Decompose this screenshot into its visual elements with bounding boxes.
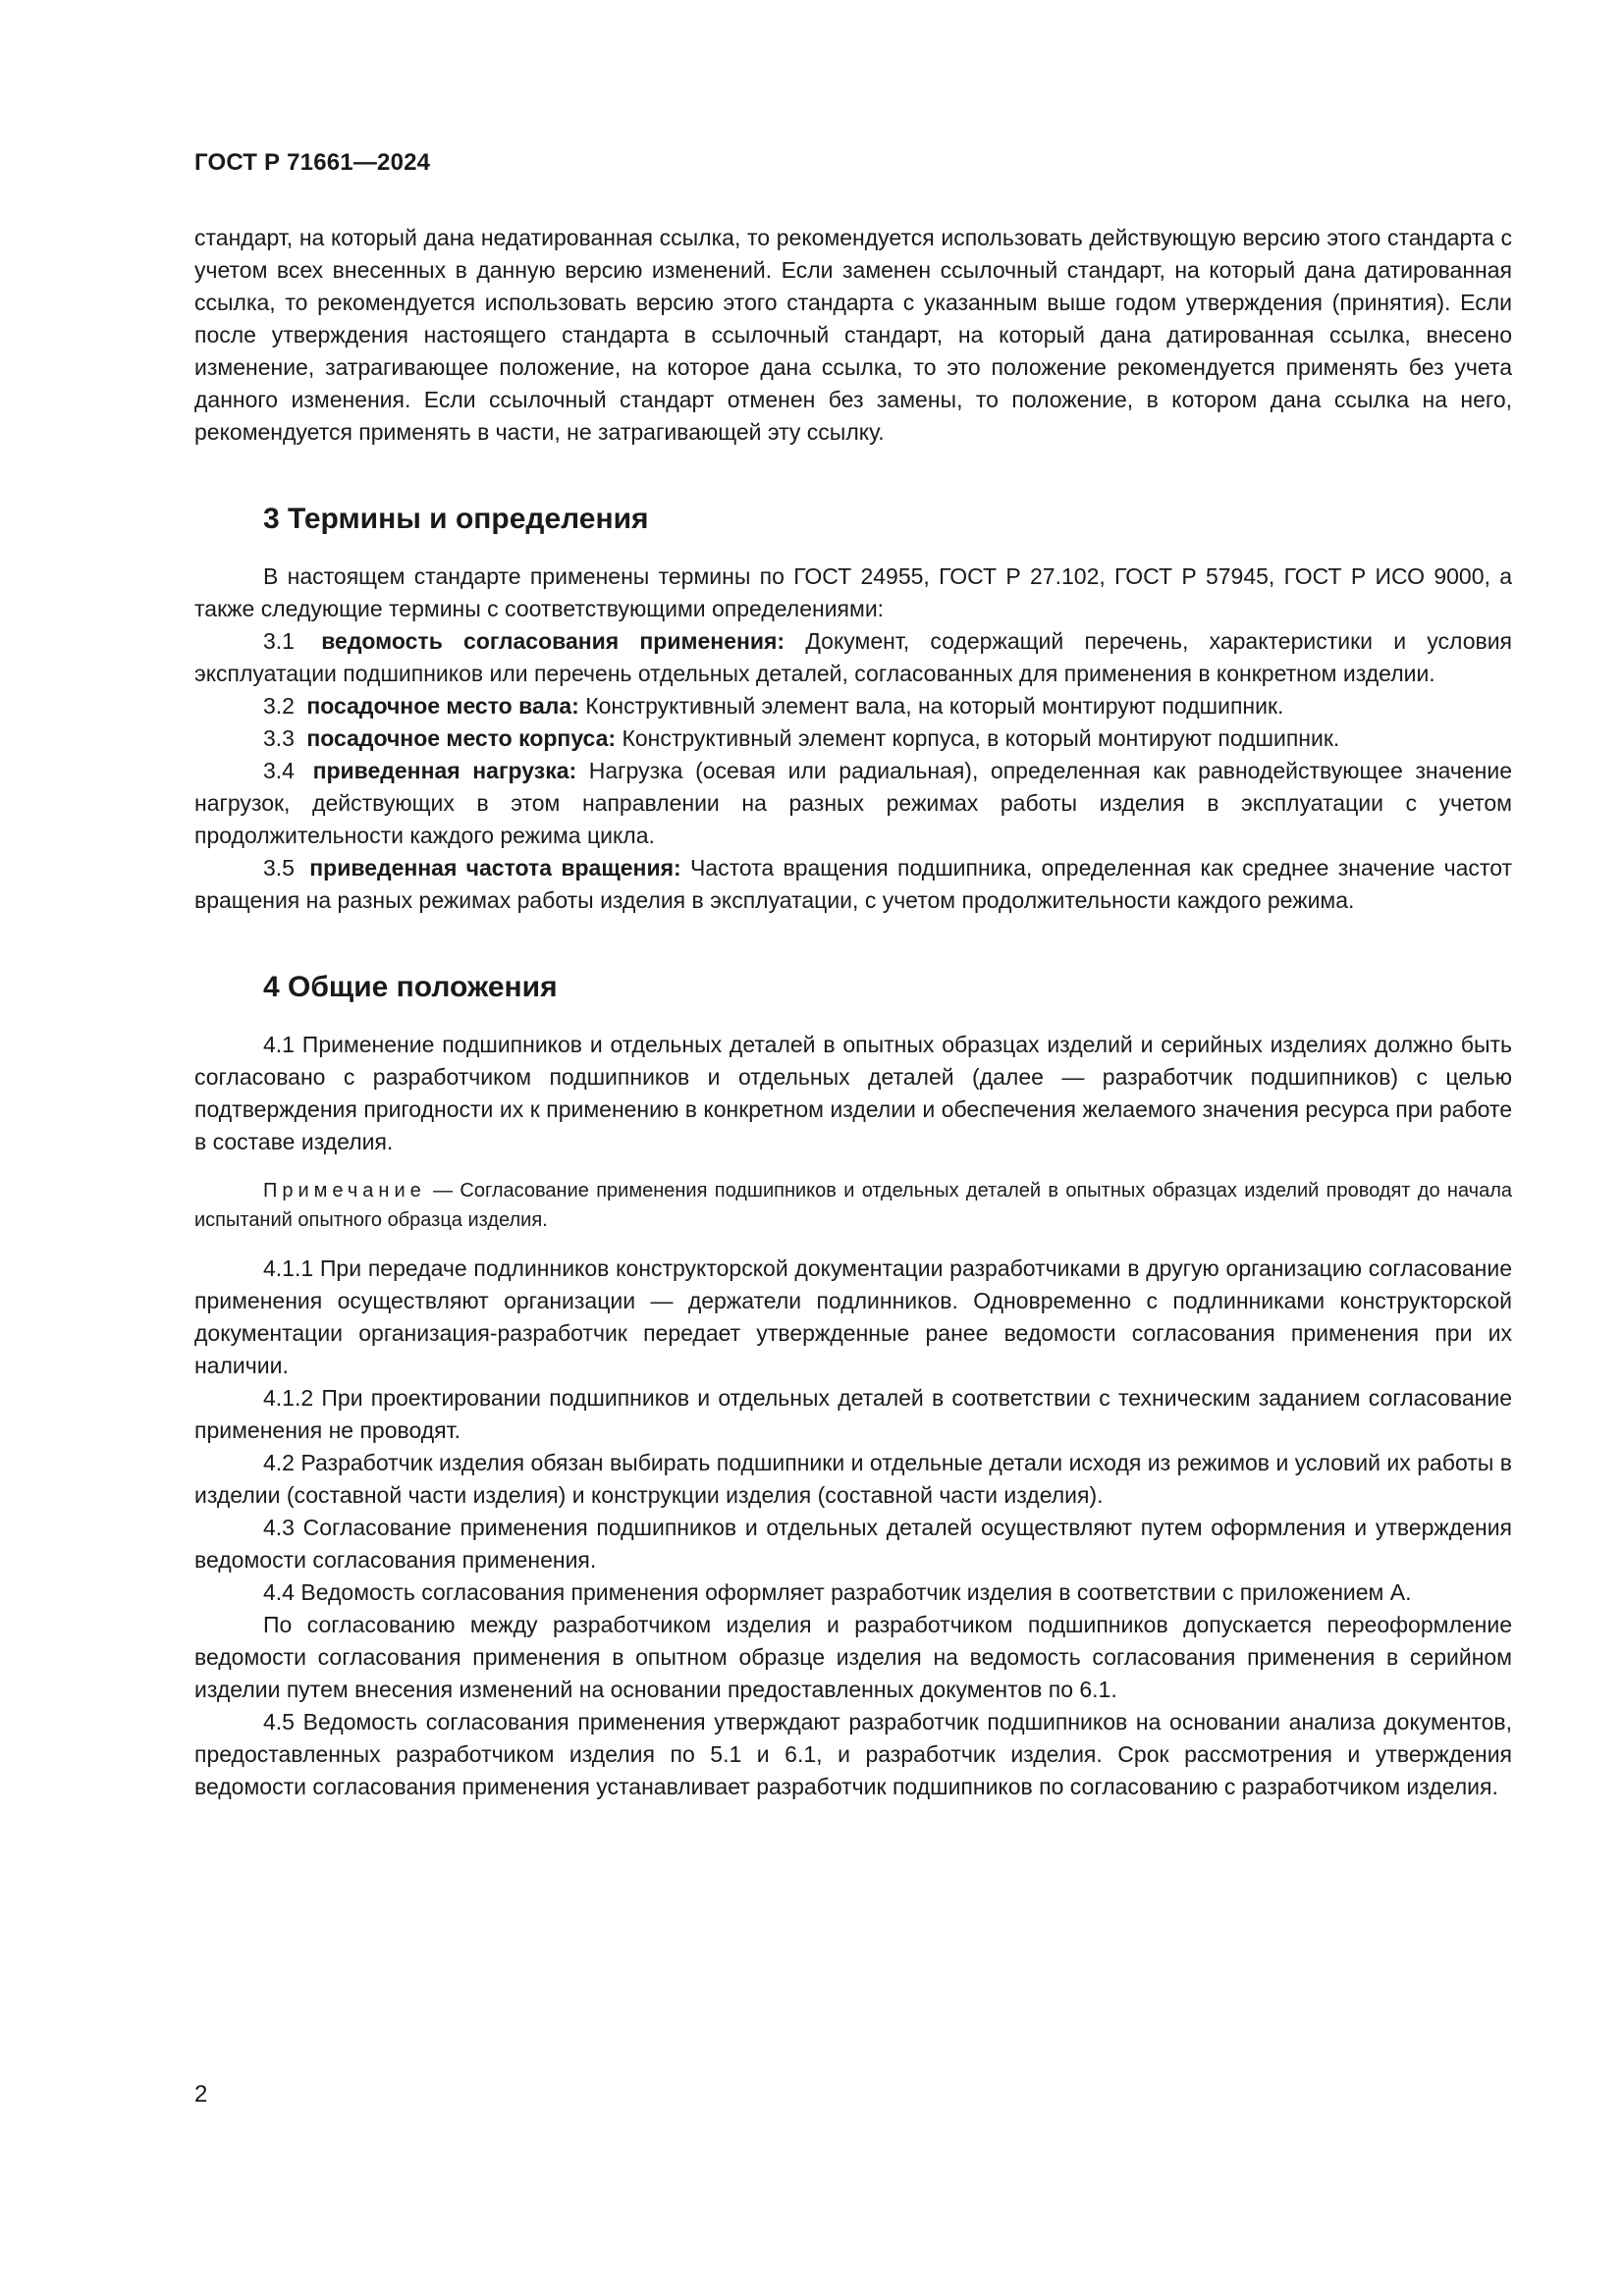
term-name: посадочное место корпуса: [306,725,617,751]
term-name: ведомость согласования применения: [321,628,785,654]
term-definition: Документ, содержащий перечень, характеристики и условия эксплуатации подшипников или перечень отдельных деталей, согласованных для применения в конкретном изделии. [194,628,1513,686]
section-3-intro: В настоящем стандарте применены термины по ГОСТ 24955, ГОСТ Р 27.102, ГОСТ Р 57945, ГОСТ Р ИСО 9000, а также следующие термины с соответствующими определениями: [194,563,1512,621]
term-definition: Конструктивный элемент корпуса, в который монтируют подшипник. [622,725,1340,751]
clause-4-4: 4.4 Ведомость согласования применения оформляет разработчик изделия в соответствии с приложением А. [263,1579,1412,1605]
term-definition: Нагрузка (осевая или радиальная), определенная как равнодействующее значение нагрузок, действующих в этом направлении на разных режимах работы изделия в эксплуатации с учетом продолжительности каждого режима цикла. [194,758,1512,848]
intro-paragraph: стандарт, на который дана недатированная ссылка, то рекомендуется использовать действующую версию этого стандарта с учетом всех внесенных в данную версию изменений. Если заменен ссылочный стандарт, на который дана датированная ссылка, то рекомендуется использовать версию этого стандарта с указанным выше годом утверждения (принятия). Если после утверждения настоящего стандарта в ссылочный стандарт, на который дана датированная ссылка, внесено изменение, затрагивающее положение, на которое дана ссылка, то это положение рекомендуется применять без учета данного изменения. Если ссылочный стандарт отменен без замены, то положение, в котором дана ссылка на него, рекомендуется применять в части, не затрагивающей эту ссылку. [194,225,1512,445]
term-3-5 [194,852,1512,917]
section-4-title: 4 Общие положения [263,971,558,1003]
term-number: 3.5 [263,855,295,881]
note-label: Примечание [263,1180,426,1201]
clause-4-3: 4.3 Согласование применения подшипников и отдельных деталей осуществляют путем оформления и утверждения ведомости согласования применения. [194,1515,1512,1573]
term-definition: Частота вращения подшипника, определенная как среднее значение частот вращения на разных режимах работы изделия в эксплуатации, с учетом продолжительности каждого режима. [194,855,1513,913]
section-3-title: 3 Термины и определения [263,503,649,535]
term-3-4 [194,755,1512,852]
clause-4-1-2: 4.1.2 При проектировании подшипников и отдельных деталей в соответствии с техническим заданием согласование применения не проводят. [194,1385,1512,1443]
page-number: 2 [194,2081,208,2108]
term-number: 3.3 [263,725,295,751]
term-3-3 [194,722,1512,755]
note-text: — Согласование применения подшипников и отдельных деталей в опытных образцах изделий проводят до начала испытаний опытного образца изделия. [194,1180,1512,1231]
clause-4-2: 4.2 Разработчик изделия обязан выбирать подшипники и отдельные детали исходя из режимов и условий их работы в изделии (составной части изделия) и конструкции изделия (составной части изделия). [194,1450,1512,1508]
term-name: приведенная нагрузка: [312,758,577,783]
clause-4-1: 4.1 Применение подшипников и отдельных деталей в опытных образцах изделий и серийных изделиях должно быть согласовано с разработчиком подшипников и отдельных деталей (далее — разработчик подшипников) с целью подтверждения пригодности их к применению в конкретном изделии и обеспечения желаемого значения ресурса при работе в составе изделия. [194,1032,1512,1154]
term-number: 3.1 [263,628,295,654]
term-3-1 [194,625,1512,690]
document-body [194,222,1512,1803]
term-number: 3.4 [263,758,295,783]
term-name: приведенная частота вращения: [309,855,681,881]
term-number: 3.2 [263,693,295,719]
term-definition: Конструктивный элемент вала, на который монтируют подшипник. [585,693,1284,719]
document-header: ГОСТ Р 71661—2024 [194,149,431,176]
clause-4-5: 4.5 Ведомость согласования применения утверждают разработчик подшипников на основании анализа документов, предоставленных разработчиком изделия по 5.1 и 6.1, и разработчик изделия. Срок рассмотрения и утверждения ведомости согласования применения устанавливает разработчик подшипников по согласованию с разработчиком изделия. [194,1709,1512,1799]
term-name: посадочное место вала: [306,693,579,719]
term-3-2 [194,690,1512,722]
clause-4-4-extra: По согласованию между разработчиком изделия и разработчиком подшипников допускается переоформление ведомости согласования применения в опытном образце изделия на ведомость согласования применения в серийном изделии путем внесения изменений на основании предоставленных документов по 6.1. [194,1612,1512,1702]
note-paragraph [194,1176,1512,1235]
clause-4-1-1: 4.1.1 При передаче подлинников конструкторской документации разработчиками в другую организацию согласование применения осуществляют организации — держатели подлинников. Одновременно с подлинниками конструкторской документации организация-разработчик передает утвержденные ранее ведомости согласования применения при их наличии. [194,1255,1512,1378]
